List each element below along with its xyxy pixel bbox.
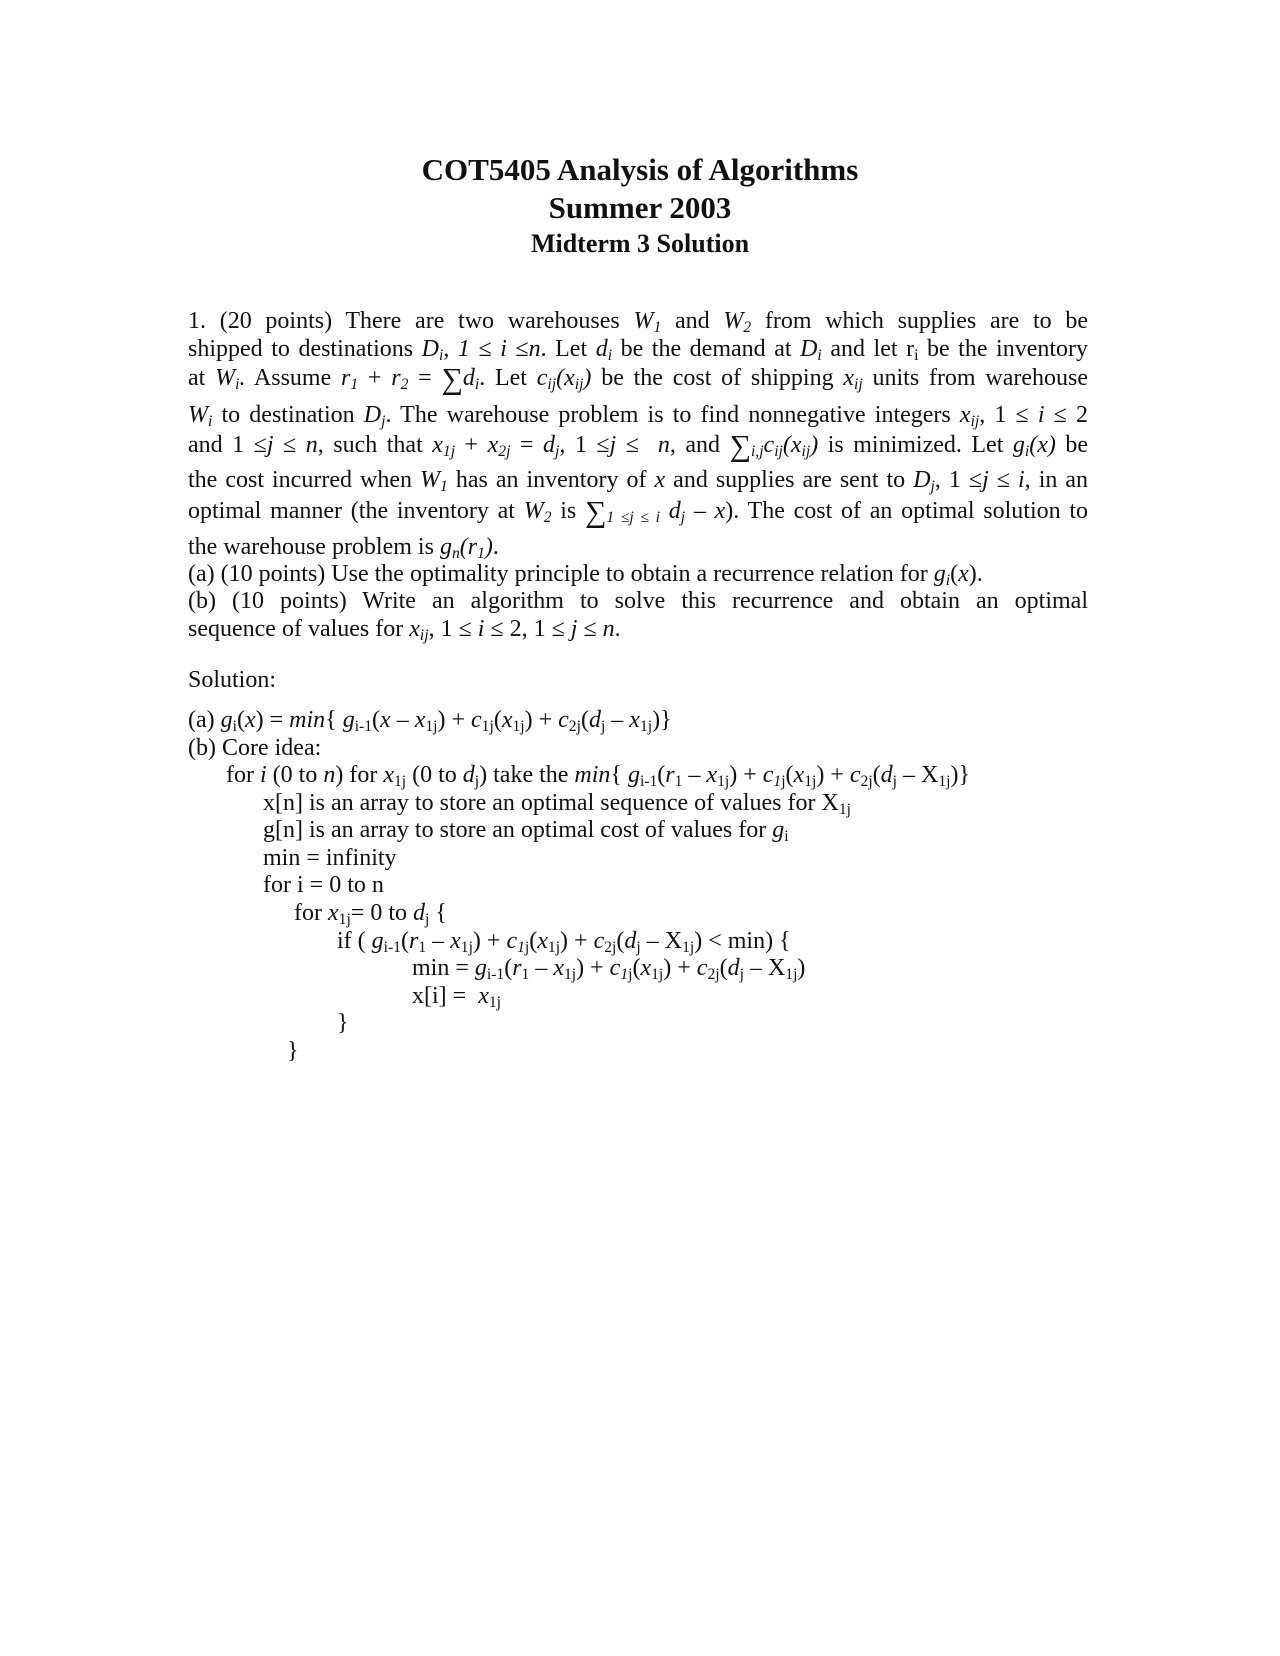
problem-line-7: optimal manner (the inventory at $W_2$ is $\sum_{1 \le j \le i}$ $d_j - x$). The cost of an optimal solution to <box>188 495 1089 529</box>
inner-loop: for $x_{1j}= 0$ to $d_j$ { <box>294 900 447 928</box>
loop-close-brace: } <box>287 1038 299 1064</box>
part-a: (a) (10 points) Use the optimality principle to obtain a recurrence relation for $g_i(x)$. <box>188 561 983 589</box>
course-title: COT5405 Analysis of Algorithms <box>421 152 859 187</box>
part-b-line-2: sequence of values for $x_{ij}$, 1 ≤ i ≤ 2, 1 ≤ j ≤ n. <box>188 616 621 644</box>
if-condition: if ( $g_{i-1}(r_1 - x_{1j}) + c_{1j}(x_{1j}) + c_{2j}(d_j - X_{1j}) < \min$) { <box>337 928 791 956</box>
problem-line-6: the cost incurred when $W_1$ has an inventory of x and supplies are sent to $D_j$, 1 ≤j ≤ i, in an <box>188 467 1089 495</box>
x-assign: $x[i] = x_{1j}$ <box>412 983 501 1011</box>
problem-line-4: $W_i$ to destination $D_j$. The warehouse problem is to find nonnegative integers $x_{ij}$, 1 ≤ i ≤ 2 <box>188 402 1089 430</box>
problem-line-3: at $W_i$. Assume $r_1 + r_2 = \sum d_i$. Let $c_{ij}(x_{ij})$ be the cost of shipping $x_{ij}$ units from warehouse <box>188 362 1088 396</box>
solution-heading: Solution: <box>188 667 277 693</box>
solution-b-heading: (b) Core idea: <box>188 735 322 761</box>
outer-loop: for i = 0 to n <box>263 872 384 898</box>
min-init: min = infinity <box>263 845 397 871</box>
comment-g-array: g[n] is an array to store an optimal cost of values for $g_i$ <box>263 817 789 845</box>
comment-x-array: x[n] is an array to store an optimal sequence of values for $X_{1j}$ <box>263 790 851 818</box>
problem-line-8: the warehouse problem is $g_n(r_1)$. <box>188 534 499 562</box>
solution-a-recurrence: (a) $g_i(x) = \min${ $g_{i-1}(x - x_{1j}) + c_{1j}(x_{1j}) + c_{2j}(d_j - x_{1j})$} <box>188 707 672 735</box>
problem-line-2: shipped to destinations $D_i$, 1 ≤ i ≤n. Let $d_i$ be the demand at $D_i$ and let $r_i$ be the inventory <box>188 336 1089 364</box>
exam-title: Midterm 3 Solution <box>530 229 750 258</box>
min-update: $\min = g_{i-1}(r_1 - x_{1j}) + c_{1j}(x_{1j}) + c_{2j}(d_j - X_{1j})$ <box>412 955 806 983</box>
problem-line-1: 1. (20 points) There are two warehouses $W_1$ and $W_2$ from which supplies are to be <box>188 308 1089 336</box>
part-b-line-1: (b) (10 points) Write an algorithm to solve this recurrence and obtain an optimal <box>188 588 1088 614</box>
problem-line-5: and 1 ≤j ≤ n, such that $x_{1j} + x_{2j} = d_j$, 1 ≤j ≤ n, and $\sum_{i,j}c_{ij}(x_{ij})$ is minimized. Let $g_i(x)$ be <box>188 429 1089 463</box>
term-title: Summer 2003 <box>548 190 732 225</box>
core-idea-line: for i (0 to n) for $x_{1j}$ (0 to $d_j$) take the min{ $g_{i-1}(r_1 - x_{1j}) + c_{1j}(x_{1j}) + c_{2j}(d_j - X_{1j})$} <box>226 762 971 790</box>
if-close-brace: } <box>337 1010 349 1036</box>
